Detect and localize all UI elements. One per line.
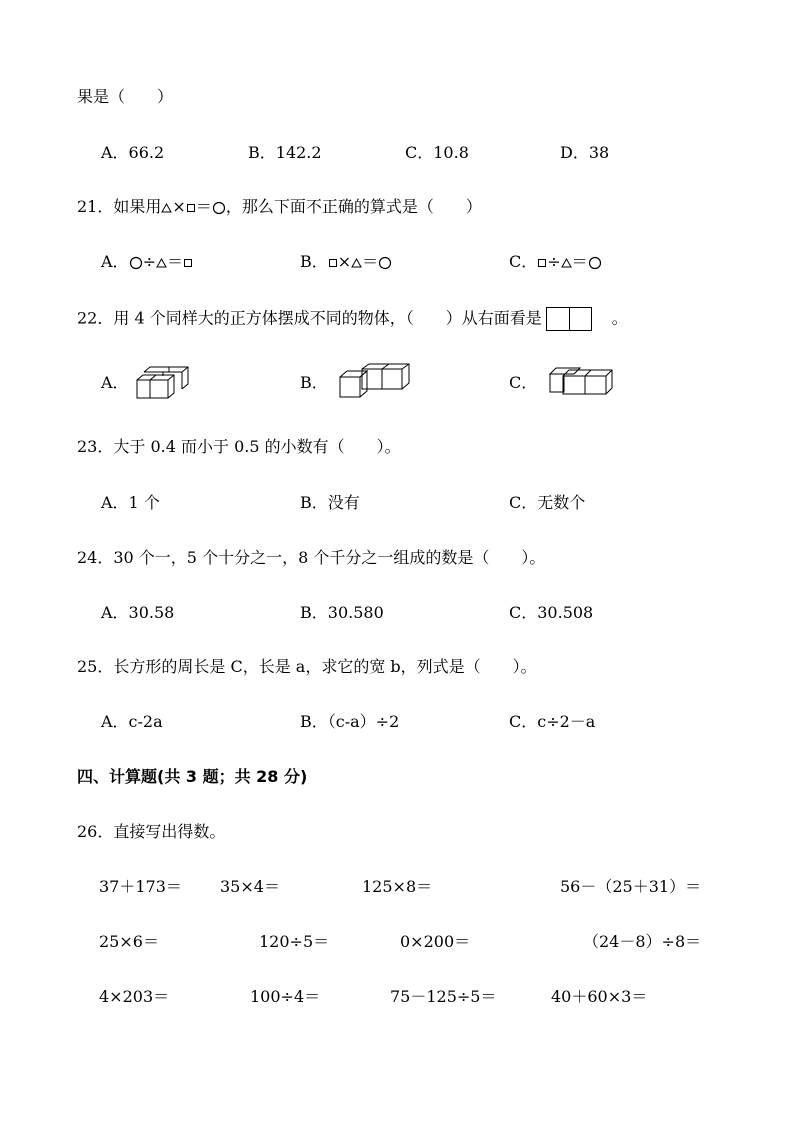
q23-option-b[interactable]: B．没有	[300, 493, 360, 512]
circle-icon	[212, 201, 226, 215]
calc-item: 40＋60×3＝	[551, 987, 648, 1006]
q21-stem-a: 如果用	[113, 197, 162, 216]
q22-option-c-label[interactable]: C．	[509, 373, 538, 392]
circle-icon	[129, 256, 143, 270]
q24-option-a[interactable]: A．30.58	[101, 603, 175, 622]
q21-stem	[77, 197, 482, 217]
q22-stem-b: 。	[611, 308, 628, 328]
circle-icon	[378, 256, 392, 270]
q25-stem: 25．长方形的周长是 C，长是 a，求它的宽 b，列式是（ ）。	[77, 657, 537, 676]
q23-option-a[interactable]: A．1 个	[101, 493, 160, 512]
square-icon	[328, 258, 338, 268]
calc-item: 35×4＝	[220, 877, 280, 896]
calc-item: 37＋173＝	[99, 877, 182, 896]
q25-option-c[interactable]: C．c÷2－a	[509, 712, 596, 731]
q22-option-b-label[interactable]: B．	[300, 373, 328, 392]
equals-glyph: ＝	[195, 197, 212, 216]
square-icon	[183, 258, 193, 268]
q25-option-a[interactable]: A．c-2a	[101, 712, 163, 731]
calc-item: （24－8）÷8＝	[583, 932, 702, 951]
calc-item: 56－（25＋31）＝	[560, 877, 702, 896]
q24-option-c[interactable]: C．30.508	[509, 603, 594, 622]
calc-item: 0×200＝	[400, 932, 471, 951]
calc-item: 120÷5＝	[259, 932, 330, 951]
q21-option-a[interactable]: A． ÷ ＝	[101, 252, 193, 272]
q22-stem	[77, 307, 628, 331]
q20-option-d[interactable]: D．38	[560, 143, 610, 162]
triangle-icon	[156, 258, 167, 268]
q24-option-b[interactable]: B．30.580	[300, 603, 384, 622]
triangle-icon	[351, 258, 362, 268]
q22-number: 22．	[77, 308, 114, 328]
triangle-icon	[161, 203, 172, 213]
section-4-heading: 四、计算题(共 3 题；共 28 分)	[77, 767, 308, 786]
calc-item: 100÷4＝	[250, 987, 321, 1006]
calc-item: 4×203＝	[99, 987, 170, 1006]
calc-item: 25×6＝	[99, 932, 159, 951]
triangle-icon	[561, 258, 572, 268]
option-label: C．	[509, 252, 538, 271]
calc-item: 125×8＝	[362, 877, 433, 896]
square-icon	[186, 203, 196, 213]
q21-option-b[interactable]: B． × ＝	[300, 252, 392, 272]
q24-stem: 24．30 个一，5 个十分之一，8 个千分之一组成的数是（ ）。	[77, 548, 546, 567]
q25-option-b[interactable]: B．（c-a）÷2	[300, 712, 400, 731]
q21-number: 21．	[77, 197, 114, 216]
times-glyph: ×	[172, 197, 186, 216]
cube-stack-c-figure[interactable]	[549, 366, 615, 398]
square-icon	[537, 258, 547, 268]
q21-stem-b: ，那么下面不正确的算式是（ ）	[225, 197, 482, 216]
q26-stem: 26．直接写出得数。	[77, 822, 226, 841]
q20-option-b[interactable]: B．142.2	[248, 143, 322, 162]
calc-item: 75－125÷5＝	[390, 987, 497, 1006]
q22-stem-a: 用 4 个同样大的正方体摆成不同的物体，（ ）从右面看是	[113, 308, 542, 328]
q20-stem-tail: 果是（ ）	[77, 87, 174, 106]
option-label: A．	[101, 252, 129, 271]
q21-option-c[interactable]: C． ÷ ＝	[509, 252, 602, 272]
q22-option-a-label[interactable]: A．	[101, 373, 129, 392]
q20-option-c[interactable]: C．10.8	[405, 143, 469, 162]
cube-stack-b-figure[interactable]	[339, 363, 411, 399]
option-label: B．	[300, 252, 328, 271]
q23-option-c[interactable]: C．无数个	[509, 493, 586, 512]
circle-icon	[588, 256, 602, 270]
cube-stack-a-figure[interactable]	[136, 366, 192, 402]
q20-option-a[interactable]: A．66.2	[101, 143, 165, 162]
q23-stem: 23．大于 0.4 而小于 0.5 的小数有（ ）。	[77, 437, 401, 456]
right-view-figure	[546, 307, 592, 331]
